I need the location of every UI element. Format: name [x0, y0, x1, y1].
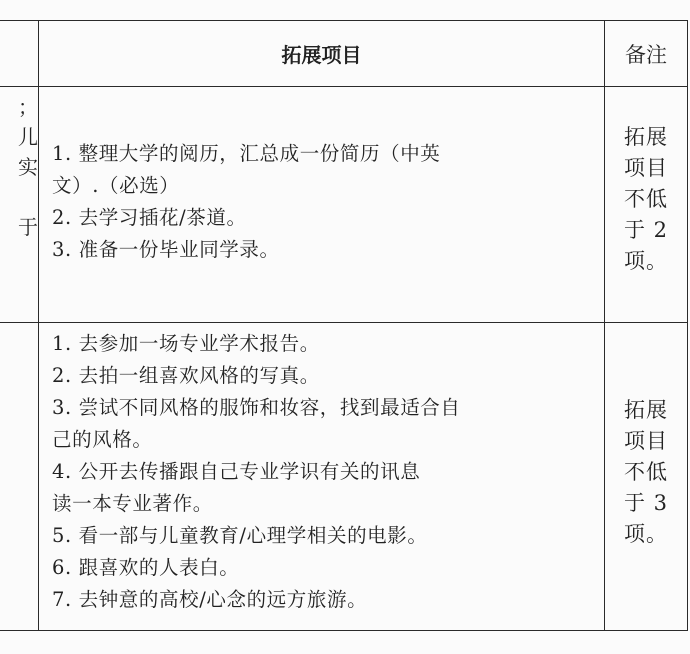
remark-column-header: 备注 [625, 42, 667, 67]
row-1-remark [605, 122, 687, 277]
table-bottom-border [0, 630, 688, 631]
list-item: 己的风格。 [52, 428, 153, 451]
list-item: 1. 整理大学的阅历，汇总成一份简历（中英 [52, 142, 441, 165]
remark-line: 项。 [624, 249, 668, 273]
left-fragment [0, 182, 38, 212]
list-item: 7. 去钟意的高校/心念的远方旅游。 [52, 588, 368, 611]
list-item: 2. 去学习插花/茶道。 [52, 206, 247, 229]
list-item: 读一本专业著作。 [52, 492, 213, 515]
row-2-remark [605, 395, 687, 550]
cropped-left-column [0, 92, 38, 242]
remark-line: 拓展 [624, 398, 668, 422]
left-fragment: 儿 [18, 125, 38, 149]
row-divider [0, 322, 688, 323]
list-item: 3. 准备一份毕业同学录。 [52, 238, 280, 261]
remark-line: 不低 [624, 460, 668, 484]
remark-line: 不低 [624, 187, 668, 211]
remark-line: 项。 [624, 522, 668, 546]
list-item: 5. 看一部与儿童教育/心理学相关的电影。 [52, 524, 428, 547]
left-fragment: 于 [18, 215, 38, 239]
list-item: 文）.（必选） [52, 174, 180, 197]
list-item: 3. 尝试不同风格的服饰和妆容，找到最适合自 [52, 396, 461, 419]
left-fragment: 实 [18, 155, 38, 179]
remark-line: 项目 [624, 156, 668, 180]
list-item: 6. 跟喜欢的人表白。 [52, 556, 240, 579]
row-1-items [52, 138, 440, 266]
header-bottom-border [0, 86, 688, 87]
list-item: 2. 去拍一组喜欢风格的写真。 [52, 364, 320, 387]
remark-line: 项目 [624, 429, 668, 453]
remark-line: 于 2 [623, 218, 669, 242]
left-fragment: ； [18, 95, 38, 119]
project-column-header: 拓展项目 [281, 43, 362, 67]
column-divider-left [38, 20, 39, 631]
row-2-items [52, 328, 461, 616]
list-item: 1. 去参加一场专业学术报告。 [52, 332, 320, 355]
remark-line: 于 3 [623, 491, 669, 515]
remark-line: 拓展 [624, 125, 668, 149]
table-right-border [687, 20, 688, 631]
list-item: 4. 公开去传播跟自己专业学识有关的讯息 [52, 460, 421, 483]
